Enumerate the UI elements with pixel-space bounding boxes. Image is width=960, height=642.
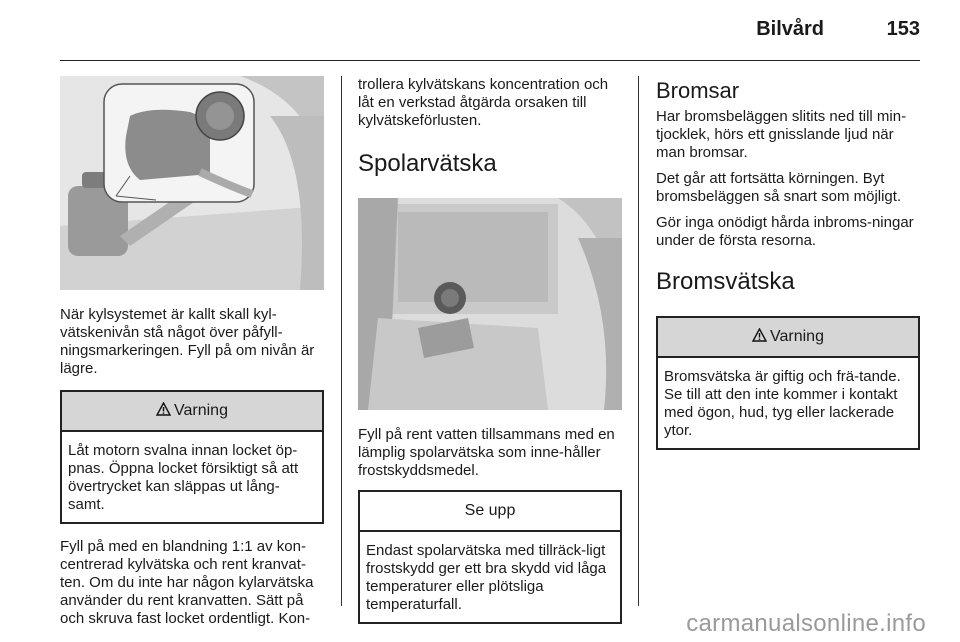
heading-bromsvatska: Bromsvätska <box>656 268 795 295</box>
heading-spolarvatska: Spolarvätska <box>358 150 497 177</box>
heading-bromsar: Bromsar <box>656 78 740 103</box>
section-title: Bilvård <box>756 18 824 40</box>
notice-header: Se upp <box>360 492 620 532</box>
coolant-check-paragraph: trollera kylvätskans koncentration och låt en verkstad åtgärda orsaken till kylvätskeförlusten. <box>358 76 609 129</box>
column-divider-2 <box>638 76 639 606</box>
coolant-reservoir-photo <box>60 76 324 290</box>
notice-box-washer <box>358 490 622 624</box>
coolant-mix-paragraph: Fyll på med en blandning 1:1 av kon-centrerad kylvätska och rent kranvat-ten. Om du inte har någon kylarvätska använder du rent kranvatten. Sätt på och skruva fast locket ordentligt. Kon- <box>60 538 314 627</box>
warning-text: Bromsvätska är giftig och frä-tande. Se till att den inte kommer i kontakt med ögon, hud, tyg eller lackerade ytor. <box>664 368 901 439</box>
warning-triangle-icon <box>752 328 767 347</box>
brake-replace-paragraph: Det går att fortsätta körningen. Byt bromsbeläggen så snart som möjligt. <box>656 170 902 205</box>
page-number: 153 <box>886 18 920 40</box>
washer-fluid-paragraph: Fyll på rent vatten tillsammans med en lämplig spolarvätska som inne-håller frostskyddsmedel. <box>358 426 615 479</box>
header-divider <box>60 60 920 61</box>
washer-fluid-photo <box>358 198 622 410</box>
brake-pads-paragraph: Har bromsbeläggen slitits ned till min-tjocklek, hörs ett gnisslande ljud när man bromsar. <box>656 108 907 161</box>
column-2 <box>358 76 622 638</box>
warning-text: Låt motorn svalna innan locket öp-pnas. Öppna locket försiktigt så att övertrycket kan släppas ut lång-samt. <box>68 442 299 513</box>
watermark: carmanualsonline.info <box>686 610 926 637</box>
warning-header <box>62 392 322 432</box>
braking-advice-paragraph: Gör inga onödigt hårda inbroms-ningar under de första resorna. <box>656 214 914 249</box>
warning-box-brake-fluid <box>656 316 920 450</box>
column-1 <box>60 76 324 636</box>
warning-label: Varning <box>770 328 824 345</box>
coolant-level-paragraph: När kylsystemet är kallt skall kyl-vätskenivån stå något över påfyll-ningsmarkeringen. Fyll på om nivån är lägre. <box>60 306 315 377</box>
warning-header <box>658 318 918 358</box>
warning-box-coolant <box>60 390 324 524</box>
warning-triangle-icon <box>156 402 171 421</box>
warning-label: Varning <box>174 402 228 419</box>
column-divider-1 <box>341 76 342 606</box>
notice-text: Endast spolarvätska med tillräck-ligt frostskydd ger ett bra skydd vid låga temperaturer eller plötsliga temperaturfall. <box>366 542 607 613</box>
column-3 <box>656 76 920 464</box>
